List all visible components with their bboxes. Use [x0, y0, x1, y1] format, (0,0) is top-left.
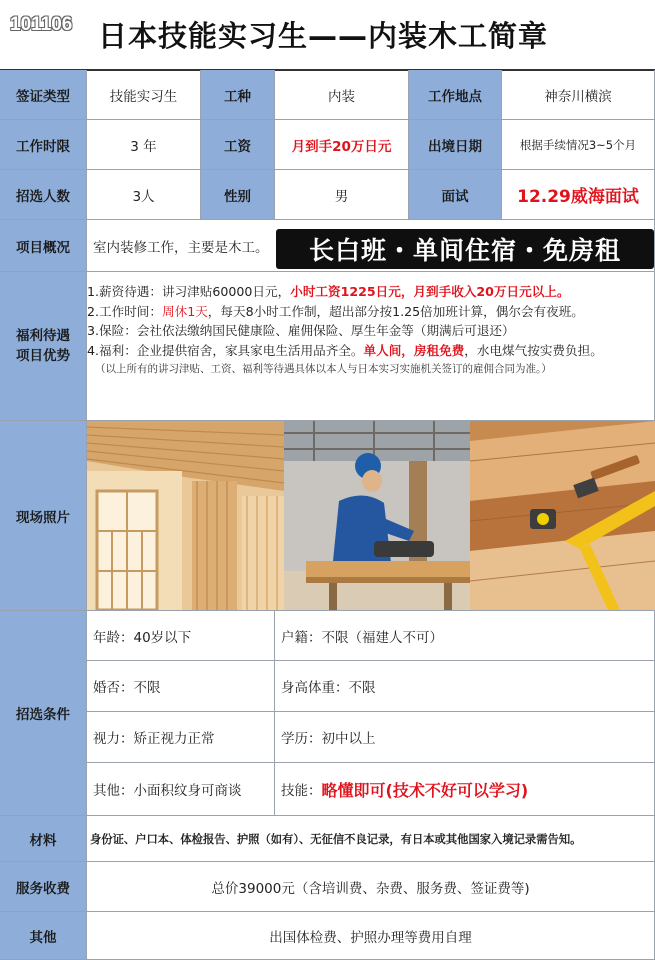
- benefits-label-line2: 项目优势: [16, 348, 70, 364]
- page-title: 日本技能实习生——内装木工简章: [98, 19, 549, 53]
- interview-label: 面试: [409, 170, 502, 220]
- photo-wood-interior: [87, 421, 284, 610]
- gender-value: 男: [275, 170, 409, 220]
- benefit-welfare-c: ，水电煤气按实费负担。: [464, 342, 603, 358]
- departure-value: 根据手续情况3~5个月: [502, 120, 655, 170]
- job-type-label: 工种: [201, 70, 275, 120]
- condition-height-weight: 身高体重：不限: [275, 661, 655, 712]
- skill-value: 略懂即可(技术不好可以学习): [321, 780, 529, 800]
- condition-education: 学历：初中以上: [275, 712, 655, 763]
- benefits-label: [0, 272, 87, 421]
- photos-label: 现场照片: [0, 421, 87, 611]
- benefit-salary-a: 1.薪资待遇：讲习津贴60000日元，: [87, 284, 291, 299]
- header: [0, 0, 655, 70]
- benefits-note: （以上所有的讲习津贴、工资、福利等待遇具体以本人与日本实习实施机关签订的雇佣合同为准。）: [95, 363, 552, 375]
- fee-text: 总价39000元（含培训费、杂费、服务费、签证费等): [87, 862, 655, 912]
- materials-label: 材料: [0, 816, 87, 862]
- gender-label: 性别: [201, 170, 275, 220]
- salary-value: 月到手20万日元: [275, 120, 409, 170]
- photo-worker-sawing: [284, 421, 470, 610]
- term-value: 3 年: [87, 120, 201, 170]
- job-type-value: 内装: [275, 70, 409, 120]
- other-text: 出国体检费、护照办理等费用自理: [87, 912, 655, 960]
- condition-skill: [275, 763, 655, 816]
- departure-label: 出境日期: [409, 120, 502, 170]
- term-label: 工作时限: [0, 120, 87, 170]
- photo-carpentry-tools: [470, 421, 655, 610]
- benefit-insurance: 3.保险：会社依法缴纳国民健康险、雇佣保险、厚生年金等（期满后可退还）: [87, 323, 515, 338]
- benefit-welfare: [87, 341, 653, 361]
- benefit-hours-a: 2.工作时间：: [87, 303, 162, 319]
- condition-household: 户籍：不限（福建人不可）: [275, 611, 655, 661]
- headcount-label: 招选人数: [0, 170, 87, 220]
- benefit-hours: [87, 302, 653, 322]
- condition-age: 年龄：40岁以下: [87, 611, 275, 661]
- benefits-text: [87, 282, 653, 380]
- fee-label: 服务收费: [0, 862, 87, 912]
- listing-code: 101106: [10, 14, 73, 35]
- benefit-hours-c: ，每天8小时工作制，超出部分按1.25倍加班计算，偶尔会有夜班。: [207, 303, 584, 319]
- condition-marriage: 婚否：不限: [87, 661, 275, 712]
- visa-type-value: 技能实习生: [87, 70, 201, 120]
- highlight-badge: 长白班・单间住宿・免房租: [276, 229, 654, 269]
- visa-type-label: 签证类型: [0, 70, 87, 120]
- benefit-salary-b: 小时工资1225日元，月到手收入20万日元以上。: [290, 284, 570, 299]
- work-location-label: 工作地点: [409, 70, 502, 120]
- benefit-welfare-a: 4.福利：企业提供宿舍，家具家电生活用品齐全。: [87, 342, 364, 358]
- benefit-hours-b: 周休1天: [162, 303, 208, 319]
- salary-label: 工资: [201, 120, 275, 170]
- other-label: 其他: [0, 912, 87, 960]
- interview-value: 12.29威海面试: [502, 170, 655, 220]
- benefits-label-line1: 福利待遇: [16, 328, 70, 344]
- conditions-label: 招选条件: [0, 611, 87, 816]
- materials-text: 身份证、户口本、体检报告、护照（如有）、无征信不良记录，有日本或其他国家入境记录需告知。: [87, 816, 655, 862]
- benefit-salary: [87, 282, 653, 302]
- skill-label: 技能：: [281, 783, 322, 799]
- condition-vision: 视力：矫正视力正常: [87, 712, 275, 763]
- work-location-value: 神奈川横滨: [502, 70, 655, 120]
- benefit-welfare-b: 单人间，房租免费: [363, 342, 465, 358]
- headcount-value: 3人: [87, 170, 201, 220]
- overview-label: 项目概况: [0, 220, 87, 272]
- overview-text: 室内装修工作，主要是木工。: [87, 220, 655, 272]
- condition-other: 其他：小面积纹身可商谈: [87, 763, 275, 816]
